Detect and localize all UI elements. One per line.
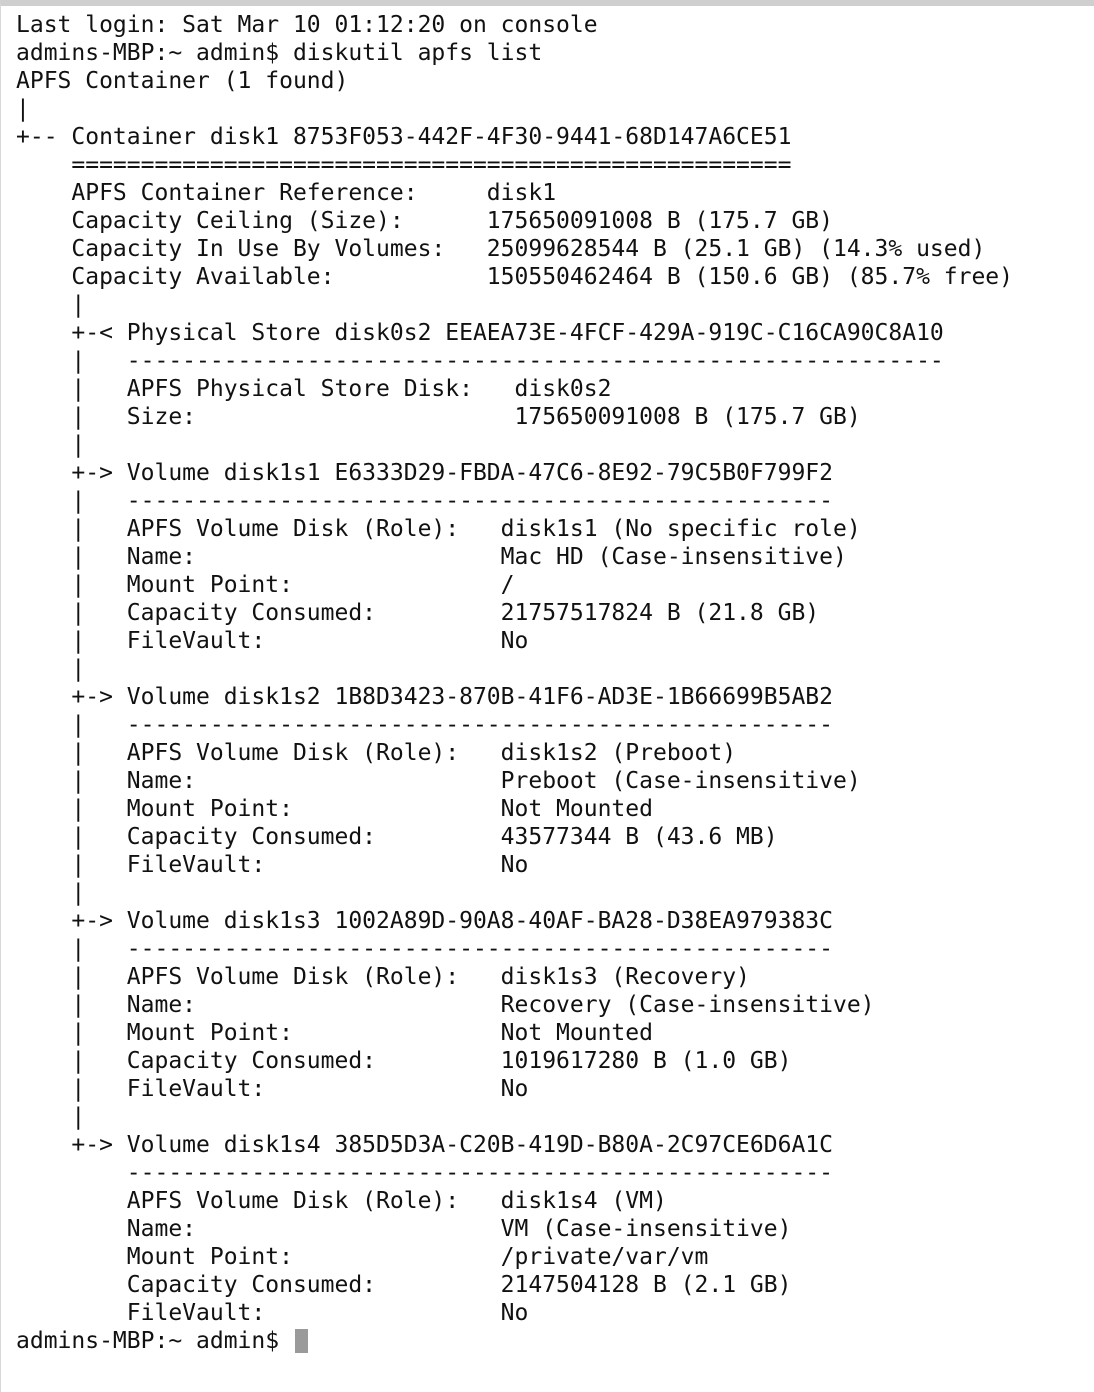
terminal-line: | APFS Volume Disk (Role): disk1s3 (Recovery) — [16, 964, 750, 990]
terminal-line: | Name: Preboot (Case-insensitive) — [16, 768, 861, 794]
terminal-line: Mount Point: /private/var/vm — [16, 1244, 709, 1270]
terminal-line: | APFS Physical Store Disk: disk0s2 — [16, 376, 612, 402]
terminal-line: | — [16, 292, 86, 318]
terminal-line: | APFS Volume Disk (Role): disk1s1 (No specific role) — [16, 516, 861, 542]
terminal-line: admins-MBP:~ admin$ diskutil apfs list — [16, 40, 543, 66]
terminal-output[interactable] — [1, 6, 1094, 1355]
terminal-line: +-> Volume disk1s3 1002A89D-90A8-40AF-BA28-D38EA979383C — [16, 908, 833, 934]
terminal-line: | Size: 175650091008 B (175.7 GB) — [16, 404, 861, 430]
terminal-line: APFS Container Reference: disk1 — [16, 180, 557, 206]
terminal-line: APFS Container (1 found) — [16, 68, 349, 94]
shell-prompt: admins-MBP:~ admin$ — [16, 1328, 293, 1354]
terminal-line: | — [16, 1104, 86, 1130]
text-cursor — [295, 1329, 308, 1353]
terminal-line: +-> Volume disk1s2 1B8D3423-870B-41F6-AD3E-1B66699B5AB2 — [16, 684, 833, 710]
terminal-line: | Capacity Consumed: 43577344 B (43.6 MB) — [16, 824, 778, 850]
terminal-line: | --------------------------------------------------- — [16, 936, 833, 962]
terminal-line: +-> Volume disk1s4 385D5D3A-C20B-419D-B80A-2C97CE6D6A1C — [16, 1132, 833, 1158]
terminal-prompt-line[interactable] — [16, 1327, 1094, 1355]
terminal-line: +-- Container disk1 8753F053-442F-4F30-9441-68D147A6CE51 — [16, 124, 792, 150]
terminal-line: | Mount Point: Not Mounted — [16, 1020, 653, 1046]
terminal-line: Capacity Consumed: 2147504128 B (2.1 GB) — [16, 1272, 792, 1298]
terminal-line: Last login: Sat Mar 10 01:12:20 on console — [16, 12, 598, 38]
terminal-line: Capacity Ceiling (Size): 175650091008 B (175.7 GB) — [16, 208, 833, 234]
terminal-line: FileVault: No — [16, 1300, 529, 1326]
terminal-line: | Mount Point: / — [16, 572, 515, 598]
terminal-line: Capacity In Use By Volumes: 25099628544 B (25.1 GB) (14.3% used) — [16, 236, 986, 262]
terminal-line: | Mount Point: Not Mounted — [16, 796, 653, 822]
terminal-line: | Capacity Consumed: 1019617280 B (1.0 GB) — [16, 1048, 792, 1074]
terminal-line: | Capacity Consumed: 21757517824 B (21.8 GB) — [16, 600, 820, 626]
terminal-line: | — [16, 656, 86, 682]
terminal-line: | --------------------------------------------------- — [16, 488, 833, 514]
terminal-line: | — [16, 880, 86, 906]
terminal-line: +-< Physical Store disk0s2 EEAEA73E-4FCF-429A-919C-C16CA90C8A10 — [16, 320, 944, 346]
terminal-line: | Name: Mac HD (Case-insensitive) — [16, 544, 847, 570]
terminal-line: | FileVault: No — [16, 628, 529, 654]
terminal-line: | ----------------------------------------------------------- — [16, 348, 944, 374]
terminal-line: --------------------------------------------------- — [16, 1160, 833, 1186]
terminal-line: ==================================================== — [16, 152, 792, 178]
terminal-line: +-> Volume disk1s1 E6333D29-FBDA-47C6-8E92-79C5B0F799F2 — [16, 460, 833, 486]
terminal-line: | FileVault: No — [16, 852, 529, 878]
terminal-line: | — [16, 432, 86, 458]
terminal-line: | FileVault: No — [16, 1076, 529, 1102]
terminal-line: | — [16, 96, 30, 122]
terminal-line: | Name: Recovery (Case-insensitive) — [16, 992, 875, 1018]
terminal-line: Capacity Available: 150550462464 B (150.6 GB) (85.7% free) — [16, 264, 1013, 290]
terminal-line: APFS Volume Disk (Role): disk1s4 (VM) — [16, 1188, 667, 1214]
terminal-line: | --------------------------------------------------- — [16, 712, 833, 738]
terminal-line: | APFS Volume Disk (Role): disk1s2 (Preboot) — [16, 740, 737, 766]
terminal-line: Name: VM (Case-insensitive) — [16, 1216, 792, 1242]
